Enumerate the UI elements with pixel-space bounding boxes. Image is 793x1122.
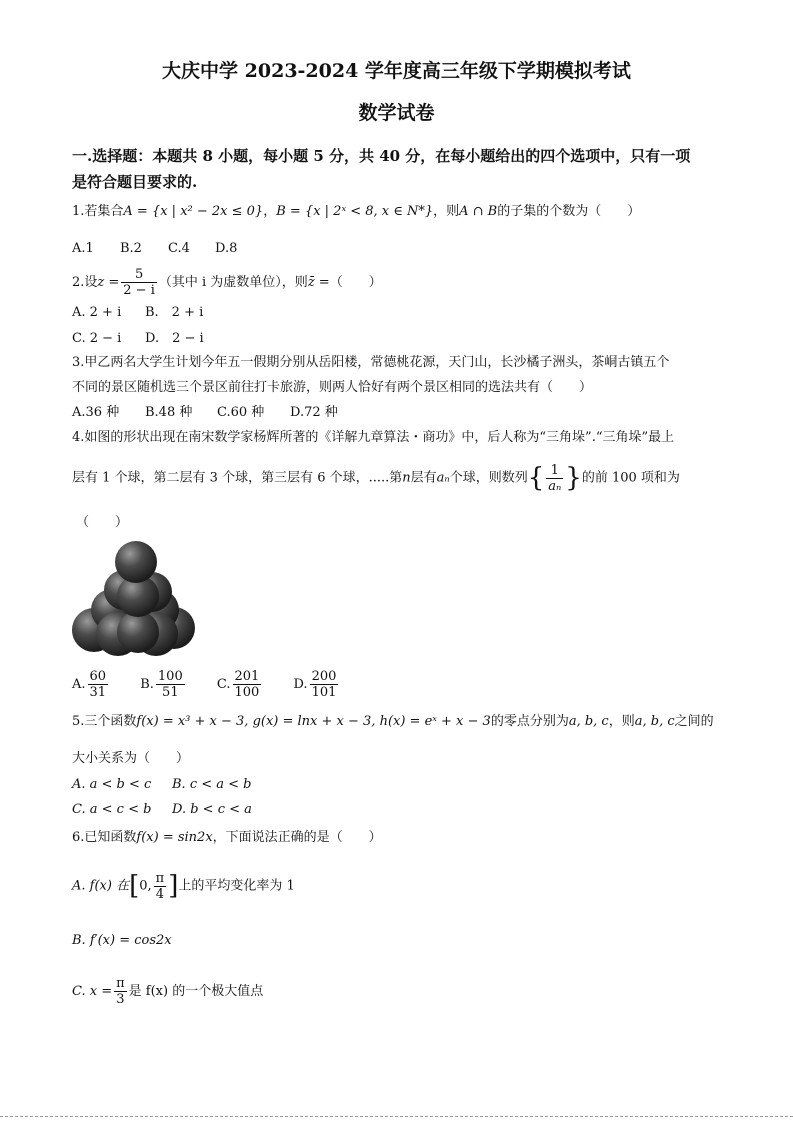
q1-prefix: 1.若集合 [72, 204, 124, 219]
q2-option-c: C. 2 − i [72, 331, 122, 346]
question-4-line2 [72, 460, 680, 497]
q4-option-a [72, 669, 110, 700]
q6-option-c-den: 3 [116, 992, 125, 1007]
question-2-stem [72, 266, 382, 300]
q6-option-a-pre: A. f(x) 在 [72, 878, 130, 894]
q3-option-b: B.48 种 [145, 405, 193, 420]
question-5-line1 [72, 713, 714, 731]
q1-set-b: B = {x | 2ˣ < 8, x ∈ N*} [276, 204, 434, 219]
question-6-stem [72, 829, 382, 847]
q6-option-c-pre: C. x = [72, 984, 113, 999]
q4-line2-c: 个球，则数列 [449, 470, 528, 486]
q3-option-c: C.60 种 [217, 405, 265, 420]
q1-separator: ， [263, 204, 277, 219]
q4-answer-paren: （ ） [76, 515, 129, 530]
q4-an: aₙ [436, 470, 450, 486]
q6-function: f(x) = sin2x [136, 830, 213, 845]
page-title: 大庆中学 2023-2024 学年度高三年级下学期模拟考试 [162, 60, 631, 82]
q6-prefix: 6.已知函数 [72, 830, 137, 845]
q4-line2-a: 层有 1 个球，第二层有 3 个球，第三层有 6 个球，.....第 [72, 470, 403, 486]
question-4-line1: 4.如图的形状出现在南宋数学家杨辉所著的《详解九章算法・商功》中，后人称为“三角垛”.“三角垛”最上 [72, 430, 675, 445]
q4-option-a-den: 31 [89, 685, 107, 700]
q4-seq-denominator: aₙ [548, 478, 562, 494]
q2-option-a: A. 2 + i [72, 305, 122, 320]
q4-option-b-num: 100 [157, 669, 183, 684]
q6-option-a-fraction [154, 871, 167, 902]
question-3-line1: 3.甲乙两名大学生计划今年五一假期分别从岳阳楼，常德桃花源，天门山，长沙橘子洲头，茶峒古镇五个 [72, 355, 670, 370]
q5-vars: a, b, c [568, 714, 609, 729]
q4-line2-d: 的前 100 项和为 [581, 470, 680, 486]
q5-option-d: D. b < c < a [172, 802, 252, 817]
q4-seq-numerator: 1 [546, 463, 563, 479]
q2-option-d: D. 2 − i [145, 331, 204, 346]
triangular-ball-pile-figure [66, 538, 202, 658]
q5-line1-a: 5.三个函数 [72, 714, 137, 729]
q2-zbar: z̄ = [307, 275, 330, 290]
q6-post: ，下面说法正确的是（ ） [212, 830, 382, 845]
q2-post: （其中 i 为虚数单位），则 [158, 275, 308, 290]
q6-option-a [72, 866, 295, 907]
q4-option-d [293, 669, 340, 700]
page-footer-divider [0, 1116, 793, 1117]
q3-option-a: A.36 种 [72, 405, 120, 420]
q1-set-a: A = {x | x² − 2x ≤ 0} [123, 204, 264, 219]
q5-line1-b: 的零点分别为 [490, 714, 569, 729]
q2-numerator: 5 [121, 267, 157, 283]
q6-option-a-post: 上的平均变化率为 1 [178, 878, 295, 894]
q4-option-d-fraction [310, 669, 339, 700]
q4-brace-right: } [565, 463, 582, 493]
q6-option-c-fraction [114, 976, 127, 1007]
q4-option-b-den: 51 [162, 685, 179, 700]
q5-option-c: C. a < c < b [72, 802, 152, 817]
q2-prefix: 2.设 [72, 275, 98, 290]
question-5-line2: 大小关系为（ ） [72, 751, 190, 766]
q4-option-c-den: 100 [234, 685, 260, 700]
q6-option-c-num: π [116, 976, 125, 991]
question-1-stem [72, 203, 640, 221]
q2-z: z = [97, 275, 120, 290]
q4-option-c [216, 669, 263, 700]
q4-option-b [140, 669, 187, 700]
q6-option-c-post: 是 f(x) 的一个极大值点 [128, 984, 264, 999]
q4-option-a-fraction [88, 669, 109, 700]
q2-fraction [121, 267, 157, 298]
ball [115, 541, 157, 583]
q6-interval-left: 0, [139, 878, 152, 894]
q4-line2-b: 层有 [410, 470, 437, 486]
q5-vars2: a, b, c [634, 714, 675, 729]
q1-post: ，则 [433, 204, 460, 219]
q3-option-d: D.72 种 [290, 405, 338, 420]
q4-brace-left: { [527, 463, 545, 493]
q6-bracket-right: ] [168, 871, 179, 901]
q4-n: n [402, 470, 411, 486]
q5-line1-c: ，则 [608, 714, 635, 729]
q4-option-a-label: A. [72, 677, 86, 692]
q4-option-c-fraction [233, 669, 262, 700]
q4-option-d-den: 101 [311, 685, 337, 700]
q4-option-c-num: 201 [234, 669, 260, 684]
section-heading-line1: 一.选择题：本题共 8 小题，每小题 5 分，共 40 分，在每小题给出的四个选项中，只有一项 [72, 147, 691, 165]
q6-option-a-num: π [155, 870, 165, 886]
q1-option-b: B.2 [120, 241, 142, 256]
q4-option-b-label: B. [140, 677, 154, 692]
q5-option-b: B. c < a < b [172, 777, 252, 792]
q6-option-a-den: 4 [155, 886, 165, 902]
ball [117, 611, 159, 653]
q4-option-d-label: D. [293, 677, 308, 692]
q4-sequence-fraction [546, 463, 563, 494]
q1-tail: 的子集的个数为（ ） [497, 204, 641, 219]
q4-option-b-fraction [156, 669, 185, 700]
q6-bracket-left: [ [129, 871, 140, 901]
q6-option-c [72, 974, 263, 1010]
q5-option-a: A. a < b < c [72, 777, 152, 792]
q1-option-d: D.8 [215, 241, 238, 256]
q1-expression: A ∩ B [459, 204, 498, 219]
q1-option-a: A.1 [72, 241, 94, 256]
section-heading-line2: 是符合题目要求的. [72, 173, 198, 191]
page-subtitle: 数学试卷 [358, 102, 435, 124]
q6-option-b: B. f′(x) = cos2x [72, 933, 172, 948]
q4-option-a-num: 60 [89, 669, 107, 684]
q1-option-c: C.4 [168, 241, 190, 256]
q4-option-c-label: C. [216, 677, 231, 692]
q2-tail: （ ） [329, 275, 382, 290]
q4-options [72, 666, 340, 704]
q5-line1-d: 之间的 [674, 714, 714, 729]
q4-option-d-num: 200 [311, 669, 337, 684]
q2-denominator: 2 − i [123, 283, 155, 298]
q2-option-b: B. 2 + i [145, 305, 204, 320]
q5-functions: f(x) = x³ + x − 3, g(x) = lnx + x − 3, h(x) = eˣ + x − 3 [136, 714, 491, 729]
question-3-line2: 不同的景区随机选三个景区前往打卡旅游，则两人恰好有两个景区相同的选法共有（ ） [72, 380, 593, 395]
